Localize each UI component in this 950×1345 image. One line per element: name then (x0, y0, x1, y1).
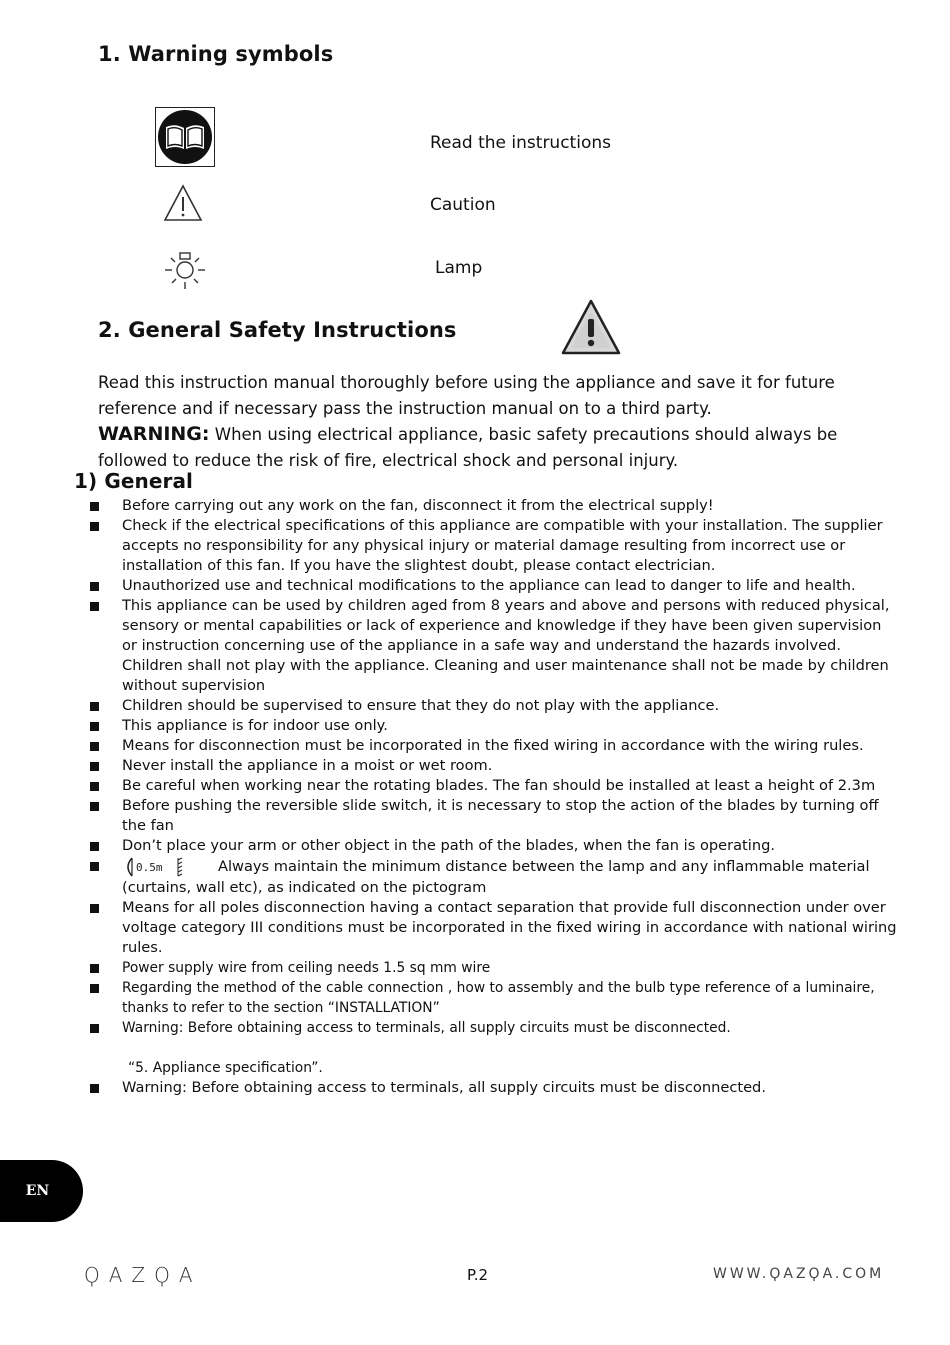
bullet (90, 964, 99, 973)
bullet (90, 702, 99, 711)
bullet (90, 502, 99, 511)
lamp-icon (163, 250, 207, 296)
bullet (90, 862, 99, 871)
list-item: Be careful when working near the rotating blades. The fan should be installed at least a height of 2.3m (88, 776, 900, 796)
warning-triangle-icon (560, 298, 622, 360)
distance-label: 0.5m (136, 861, 163, 874)
intro-paragraph: Read this instruction manual thoroughly before using the appliance and save it for future reference and if necessary pass the instruction manual on to a third party. (98, 373, 835, 418)
list-item: Don’t place your arm or other object in the path of the blades, when the fan is operating. (88, 836, 900, 856)
section-title-general-safety: 2. General Safety Instructions (98, 318, 457, 342)
bullet (90, 742, 99, 751)
reference-line: “5. Appliance specification”. (128, 1060, 323, 1076)
subsection-title-general: 1) General (74, 469, 194, 493)
bullet (90, 904, 99, 913)
symbol-label-lamp: Lamp (435, 258, 483, 278)
general-safety-list (88, 496, 900, 1098)
section-title-warning-symbols: 1. Warning symbols (98, 42, 334, 66)
list-item: Children should be supervised to ensure that they do not play with the appliance. (88, 696, 900, 716)
list-item: Before pushing the reversible slide switch, it is necessary to stop the action of the blades by turning off the fan (88, 796, 900, 836)
website-url: WWW.ϘAZϘA.COM (713, 1266, 885, 1282)
list-item: Never install the appliance in a moist or wet room. (88, 756, 900, 776)
warning-label: WARNING: (98, 423, 210, 445)
bullet (90, 1084, 99, 1093)
warning-text: When using electrical appliance, basic safety precautions should always be followed to reduce the risk of fire, electrical shock and personal injury. (98, 425, 838, 470)
spacer (88, 1038, 900, 1058)
list-item: Means for disconnection must be incorporated in the fixed wiring in accordance with the wiring rules. (88, 736, 900, 756)
warning-paragraph (98, 421, 910, 474)
list-item: Unauthorized use and technical modifications to the appliance can lead to danger to life and health. (88, 576, 900, 596)
bullet (90, 842, 99, 851)
bullet (90, 782, 99, 791)
list-item: This appliance can be used by children aged from 8 years and above and persons with reduced physical, sensory or mental capabilities or lack of experience and knowledge if they have been given supervision or instruction concerning use of the appliance in a safe way and understand the hazards involved. Children shall not play with the appliance. Cleaning and user maintenance shall not be made by children without supervision (88, 596, 900, 696)
bullet (90, 582, 99, 591)
bullet (90, 1024, 99, 1033)
list-item: This appliance is for indoor use only. (88, 716, 900, 736)
bullet (90, 984, 99, 993)
language-tab: EN (0, 1160, 83, 1222)
book-icon (155, 107, 215, 171)
caution-triangle-icon (163, 184, 203, 226)
list-item: Regarding the method of the cable connection , how to assembly and the bulb type reference of a luminaire, thanks to refer to the section “INSTALLATION” (88, 978, 900, 1018)
list-item: Power supply wire from ceiling needs 1.5 sq mm wire (88, 958, 900, 978)
symbol-label-caution: Caution (430, 195, 496, 215)
list-item-distance: 0.5m Always maintain the minimum distance between the lamp and any inflammable material (curtains, wall etc), as indicated on the pictogram (88, 856, 900, 898)
list-item: Warning: Before obtaining access to terminals, all supply circuits must be disconnected. (88, 1018, 900, 1038)
distance-pictogram-icon (122, 856, 184, 878)
brand-logo: ϘAZϘA (84, 1263, 202, 1287)
list-item: Before carrying out any work on the fan, disconnect it from the electrical supply! (88, 496, 900, 516)
bullet (90, 762, 99, 771)
bullet (90, 722, 99, 731)
page-number: P.2 (467, 1266, 489, 1284)
symbol-label-read-instructions: Read the instructions (430, 133, 611, 153)
list-item: Means for all poles disconnection having a contact separation that provide full disconnection under over voltage category III conditions must be incorporated in the fixed wiring in accordance with national wiring rules. (88, 898, 900, 958)
list-item: Check if the electrical specifications of this appliance are compatible with your installation. The supplier accepts no responsibility for any physical injury or material damage resulting from incorrect use or installation of this fan. If you have the slightest doubt, please contact electrician. (88, 516, 900, 576)
bullet (90, 602, 99, 611)
list-item: Warning: Before obtaining access to terminals, all supply circuits must be disconnected. (88, 1078, 900, 1098)
bullet (90, 522, 99, 531)
bullet (90, 802, 99, 811)
